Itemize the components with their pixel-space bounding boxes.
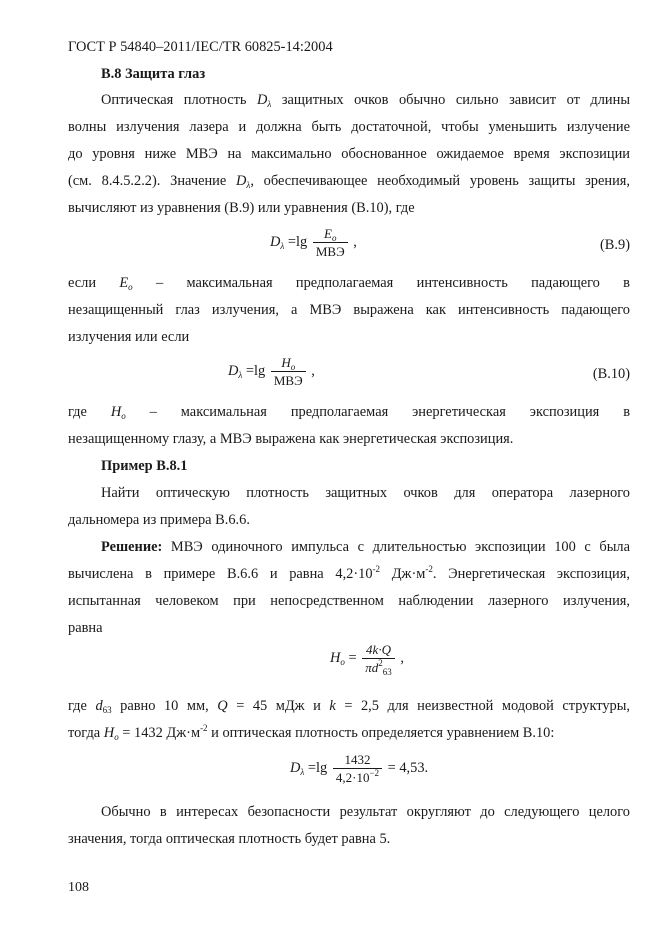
- paragraph-line: (см. 8.4.5.2.2). Значение $D_\lambda$, обеспечивающее необходимый уровень защиты зрения,: [68, 173, 630, 190]
- page-number: 108: [68, 880, 89, 895]
- equation-b9: $D_\lambda =\lg$ $\frac{E_o}{\text{МВЭ}}$ ,: [270, 226, 357, 259]
- paragraph-line: тогда $H_o = 1432$ $Дж\cdot м^{-2}$ и оптическая плотность определяется уравнением В.10:: [68, 723, 555, 742]
- equation-number: (В.10): [592, 366, 630, 382]
- document-header: ГОСТ Р 54840–2011/IEC/TR 60825-14:2004: [68, 39, 333, 55]
- paragraph-line: дальномера из примера В.6.6.: [68, 512, 250, 528]
- paragraph-line: Решение: МВЭ одиночного импульса с длительностью экспозиции 100 с была: [101, 539, 630, 555]
- example-title: Пример В.8.1: [101, 458, 188, 474]
- fraction: $\frac{4k\cdot Q}{\pi d^2_{63}}$: [362, 642, 395, 675]
- paragraph-line: вычисляют из уравнения (В.9) или уравнения (В.10), где: [68, 200, 415, 216]
- paragraph-line: значения, тогда оптическая плотность будет равна 5.: [68, 831, 391, 847]
- section-title: В.8 Защита глаз: [101, 66, 206, 82]
- fraction: $\frac{H_o}{\text{МВЭ}}$: [271, 355, 306, 388]
- paragraph-line: волны излучения лазера и должна быть достаточной, чтобы уменьшить излучение: [68, 119, 630, 135]
- paragraph-line: где $H_o$ – максимальная предполагаемая энергетическая экспозиция в: [68, 404, 630, 421]
- paragraph-line: излучения или если: [68, 329, 190, 345]
- paragraph-line: незащищенный глаз излучения, а МВЭ выражена как интенсивность падающего: [68, 302, 630, 318]
- equation-b10: $D_\lambda =\lg$ $\frac{H_o}{\text{МВЭ}}$ ,: [228, 355, 315, 388]
- paragraph-line: вычислена в примере В.6.6 и равна $4,2\cdot 10^{-2}$ $Дж\cdot м^{-2}$. Энергетическая экспозиция,: [68, 564, 630, 582]
- paragraph-line: незащищенному глазу, а МВЭ выражена как энергетическая экспозиция.: [68, 431, 514, 447]
- solution-label: Решение:: [101, 539, 163, 555]
- paragraph-line: Оптическая плотность $D_\lambda$ защитных очков обычно сильно зависит от длины: [101, 92, 630, 109]
- equation-result: $D_\lambda =\lg$ $\frac{1432}{4,2\cdot 10^{-2}}$ = 4,53.: [290, 752, 429, 785]
- paragraph-line: если $E_o$ – максимальная предполагаемая интенсивность падающего в: [68, 275, 630, 292]
- equation-ho: $H_o$ = $\frac{4k\cdot Q}{\pi d^2_{63}}$ ,: [330, 642, 404, 677]
- fraction: $\frac{E_o}{\text{МВЭ}}$: [313, 226, 348, 259]
- paragraph-line: где $d_{63}$ равно 10 мм, Q = 45 мДж и k = 2,5 для неизвестной модовой структуры,: [68, 698, 631, 715]
- paragraph-line: Найти оптическую плотность защитных очков для оператора лазерного: [101, 485, 630, 501]
- paragraph-line: равна: [68, 620, 103, 636]
- fraction: $\frac{1432}{4,2\cdot 10^{-2}}$: [333, 752, 382, 785]
- equation-number: (В.9): [600, 237, 630, 253]
- paragraph-line: испытанная человеком при непосредственном наблюдении лазерного излучения,: [68, 593, 630, 609]
- paragraph-line: до уровня ниже МВЭ на максимально обоснованное ожидаемое время экспозиции: [68, 146, 630, 162]
- paragraph-line: Обычно в интересах безопасности результат округляют до следующего целого: [101, 804, 630, 820]
